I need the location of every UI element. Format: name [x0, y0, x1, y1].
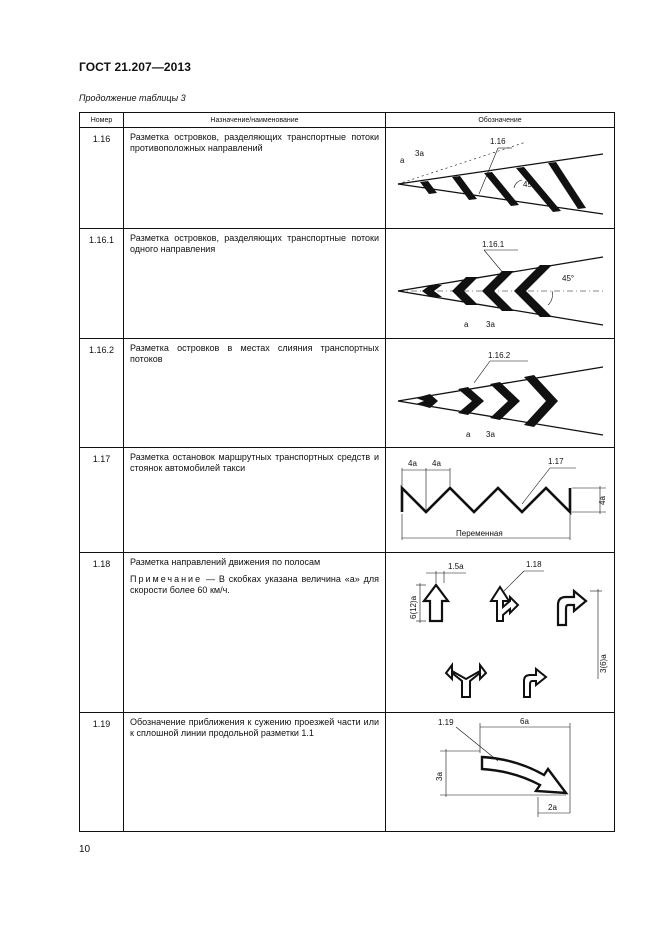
- arrow-left-right-icon: [446, 665, 486, 697]
- label-1-5a: 1.5a: [448, 562, 464, 572]
- row-note: [130, 574, 379, 596]
- row-name: [124, 553, 386, 713]
- row-name-text: Разметка направлений движения по полосам: [130, 557, 321, 568]
- table-header-row: [80, 113, 615, 128]
- row-number: 1.19: [80, 712, 124, 831]
- arrow-turn-right-small-icon: [524, 669, 546, 697]
- zigzag-line: [402, 488, 570, 512]
- row-name: Обозначение приближения к сужению проезжей части или к сплошной линии продольной разметки 1.1: [124, 712, 386, 831]
- hatch-stripe: [452, 176, 477, 200]
- label-3a: 3a: [486, 319, 495, 329]
- chevron: [416, 394, 438, 408]
- label-3-6a: 3(6)a: [599, 654, 608, 674]
- row-name: Разметка островков в местах слияния транспортных потоков: [124, 338, 386, 448]
- label-a: a: [400, 156, 405, 165]
- row-symbol: [386, 448, 615, 553]
- label-2a: 2a: [548, 802, 557, 812]
- row-number: 1.17: [80, 448, 124, 553]
- label-variable: Переменная: [456, 529, 503, 539]
- column-header-name: Назначение/наименование: [124, 113, 386, 128]
- label-code: 1.17: [548, 457, 564, 467]
- label-3a: 3a: [486, 429, 495, 439]
- label-code: 1.18: [526, 560, 542, 570]
- table-row: [80, 338, 615, 448]
- arrow-straight-icon: [424, 585, 448, 621]
- marking-1-16-drawing: [386, 128, 615, 226]
- label-angle: 45°: [523, 180, 536, 189]
- label-4a: 4a: [408, 459, 417, 469]
- arrow-turn-right-icon: [558, 591, 586, 625]
- table-row: [80, 712, 615, 831]
- table-row: [80, 553, 615, 713]
- label-3a: 3a: [435, 772, 444, 781]
- chevron: [458, 387, 484, 415]
- column-header-symbol: Обозначение: [386, 113, 615, 128]
- table-caption: Продолжение таблицы 3: [79, 93, 186, 103]
- row-symbol: [386, 228, 615, 338]
- marking-1-17-drawing: [386, 448, 615, 550]
- hatch-stripe: [516, 167, 561, 212]
- marking-table: [79, 112, 615, 832]
- row-number: 1.16.2: [80, 338, 124, 448]
- row-name: Разметка остановок маршрутных транспортных средств и стоянок автомобилей такси: [124, 448, 386, 553]
- label-6a: 6a: [520, 716, 529, 726]
- label-3a: 3a: [415, 149, 424, 158]
- hatch-stripe: [548, 162, 586, 209]
- row-symbol: [386, 712, 615, 831]
- label-code: 1.16.2: [488, 350, 511, 360]
- chevron: [524, 375, 558, 427]
- label-angle: 45°: [562, 273, 575, 283]
- row-number: 1.16.1: [80, 228, 124, 338]
- column-header-number: Номер: [80, 113, 124, 128]
- row-number: 1.18: [80, 553, 124, 713]
- row-name: Разметка островков, разделяющих транспортные потоки одного направления: [124, 228, 386, 338]
- label-6-12a: 6(12)a: [409, 596, 418, 620]
- row-name: Разметка островков, разделяющих транспортные потоки противоположных направлений: [124, 128, 386, 229]
- arrow-straight-right-icon: [491, 587, 518, 621]
- label-code: 1.16: [490, 137, 506, 146]
- row-symbol: [386, 338, 615, 448]
- label-4a-vertical: 4a: [598, 496, 607, 506]
- document-code: ГОСТ 21.207—2013: [79, 60, 192, 74]
- row-symbol: [386, 553, 615, 713]
- note-label: Примечание: [130, 574, 203, 585]
- label-a: a: [464, 319, 469, 329]
- marking-1-16-1-drawing: [386, 229, 615, 336]
- row-symbol: [386, 128, 615, 229]
- table-row: [80, 228, 615, 338]
- marking-1-16-2-drawing: [386, 339, 615, 446]
- label-4a: 4a: [432, 459, 441, 469]
- row-number: 1.16: [80, 128, 124, 229]
- label-code: 1.16.1: [482, 239, 505, 249]
- label-code: 1.19: [438, 717, 454, 727]
- marking-1-18-drawing: [386, 553, 615, 709]
- table-row: [80, 128, 615, 229]
- note-text: — В скобках указана величина «а» для скорости более 60 км/ч.: [130, 574, 379, 596]
- label-a: a: [466, 429, 471, 439]
- table-row: [80, 448, 615, 553]
- chevron: [490, 382, 520, 420]
- page-number: 10: [79, 844, 91, 855]
- curved-arrow-icon: [482, 757, 566, 793]
- hatch-stripe: [484, 172, 519, 206]
- marking-1-19-drawing: [386, 713, 615, 829]
